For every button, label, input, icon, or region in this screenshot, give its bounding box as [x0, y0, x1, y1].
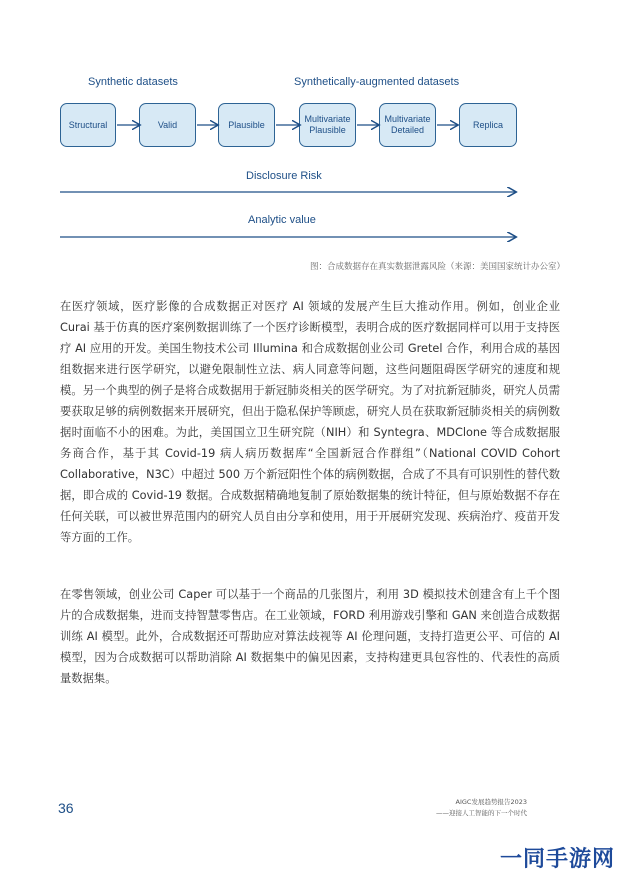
- synthetically-augmented-label: Synthetically-augmented datasets: [294, 76, 460, 88]
- paragraph-retail: 在零售领域，创业公司 Caper 可以基于一个商品的几张图片，利用 3D 模拟技术创建含有上千个图片的合成数据集，进而支持智慧零售店。在工业领域，FORD 利用游戏引擎和 GAN 来创造合成数据训练 AI 模型。此外，合成数据还可帮助应对算法歧视等 AI 伦理问题，支持打造更公平、可信的 AI 模型，因为合成数据可以帮助消除 AI 数据集中的偏见因素，支持构建更具包容性的、代表性的高质量数据集。: [60, 588, 560, 685]
- node-plausible-label: Plausible: [228, 119, 265, 130]
- node-structural-label: Structural: [68, 119, 108, 130]
- node-replica-label: Replica: [472, 119, 503, 130]
- synthetic-datasets-label: Synthetic datasets: [88, 76, 178, 88]
- node-valid-label: Valid: [157, 119, 178, 130]
- figure-caption: 图：合成数据存在真实数据泄露风险（来源：美国国家统计办公室）: [309, 262, 565, 272]
- report-subtitle: ——迎接人工智能的下一个时代: [436, 809, 527, 817]
- node-multivariate-plausible-label: Multivariate Plausible: [304, 114, 351, 135]
- disclosure-risk-title: Disclosure Risk: [246, 170, 322, 182]
- analytic-value-title: Analytic value: [248, 214, 316, 226]
- paragraph-medical: 在医疗领域，医疗影像的合成数据正对医疗 AI 领域的发展产生巨大推动作用。例如，创业企业 Curai 基于仿真的医疗案例数据训练了一个医疗诊断模型，表明合成的医疗数据同样可以用于支持医疗 AI 应用的开发。美国生物技术公司 Illumina 和合成数据创业公司 Gretel 合作，利用合成的基因组数据来进行医学研究，以避免限制性立法、病人同意等问题，这些问题阻碍医学研究的速度和规模。另一个典型的例子是将合成数据用于新冠肺炎相关的医学研究。为了对抗新冠肺炎，研究人员需要获取足够的病例数据来开展研究，但出于隐私保护等顾虑，研究人员在获取新冠肺炎相关的病例数据时面临不小的困难。为此，美国国立卫生研究院（NIH）和 Syntegra、MDClone 等合成数据服务商合作，基于其 Covid-19 病人病历数据库“全国新冠合作群组”（National COVID Cohort Collaborative，N3C）中超过 500 万个新冠阳性个体的病例数据，合成了不具有可识别性的替代数据，即合成的 Covid-19 数据。合成数据精确地复制了原始数据集的统计特征，但与原始数据不存在任何关联，可以被世界范围内的研究人员自由分享和使用，用于开展研究发现、疾病治疗、疫苗开发等方面的工作。: [60, 300, 560, 544]
- watermark-logo: 一同手游网: [499, 847, 615, 872]
- node-multivariate-detailed-label: Multivariate Detailed: [384, 114, 431, 135]
- page-number: 36: [58, 800, 74, 816]
- report-title: AIGC发展趋势报告2023: [455, 798, 527, 806]
